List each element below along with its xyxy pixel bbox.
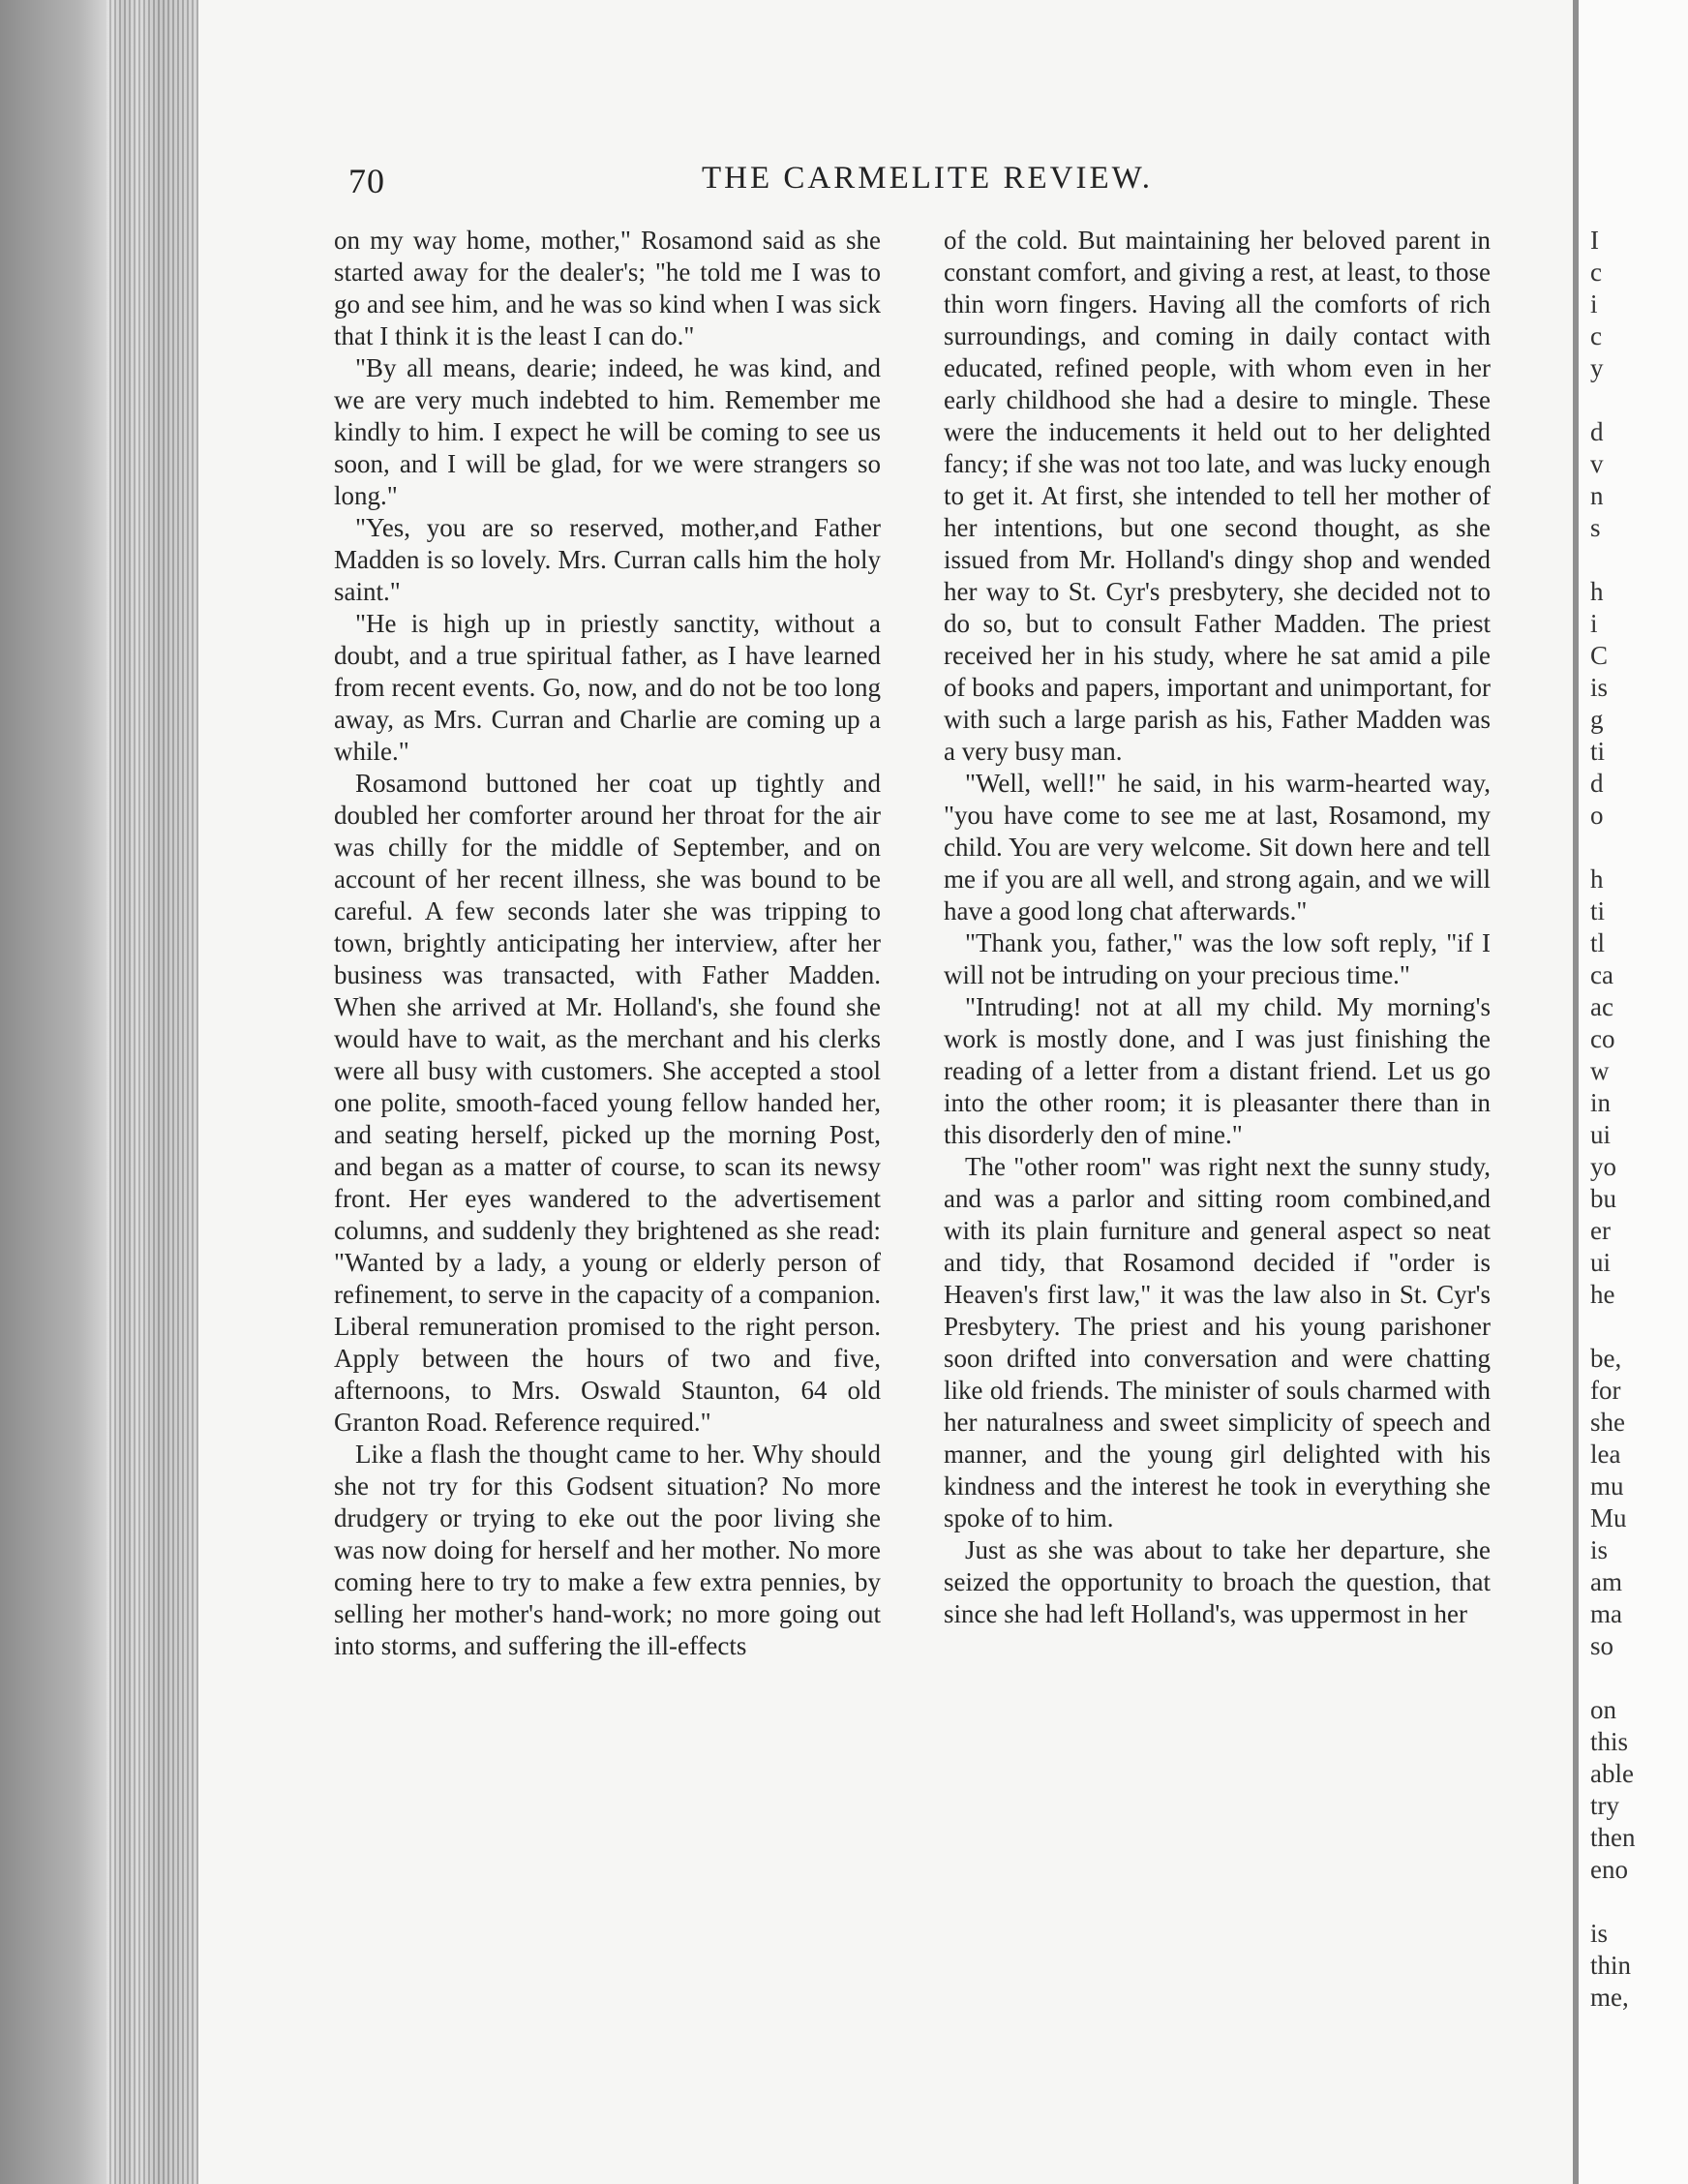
- text-fragment: I: [1590, 226, 1599, 255]
- text-fragment: on: [1590, 1695, 1616, 1724]
- journal-title: THE CARMELITE REVIEW.: [702, 161, 1153, 196]
- right-text-column: [944, 225, 1491, 1630]
- text-fragment: ti: [1590, 896, 1606, 925]
- text-fragment: try: [1590, 1791, 1619, 1820]
- text-fragment: v: [1590, 449, 1604, 478]
- text-fragment: [1590, 384, 1687, 416]
- text-fragment: mu: [1590, 1471, 1624, 1501]
- text-fragment: be,: [1590, 1344, 1622, 1373]
- paragraph: Rosamond buttoned her coat up tightly and doubled her comforter around her throat for the air was chilly for the middle of September, and on account of her recent illness, she was bound to be careful. A few seconds later she was tripping to town, brightly anticipating her interview, after her business was transacted, with Father Madden. When she arrived at Mr. Holland's, she found she would have to wait, as the merchant and his clerks were all busy with customers. She accepted a stool one polite, smooth-faced young fellow handed her, and seating herself, picked up the morning Post, and began as a matter of course, to scan its newsy front. Her eyes wandered to the advertisement columns, and suddenly they brightened as she read: "Wanted by a lady, a young or elderly person of refinement, to serve in the capacity of a companion. Liberal remuneration promised to the right person. Apply between the hours of two and five, afternoons, to Mrs. Oswald Staunton, 64 old Granton Road. Reference required.": [334, 769, 881, 1437]
- paragraph: "Yes, you are so reserved, mother,and Father Madden is so lovely. Mrs. Curran calls him the holy saint.": [334, 513, 881, 606]
- text-fragment: s: [1590, 513, 1601, 542]
- text-fragment: this: [1590, 1727, 1629, 1756]
- text-fragment: [1590, 832, 1687, 864]
- text-fragment: she: [1590, 1408, 1625, 1437]
- text-fragment: eno: [1590, 1855, 1628, 1884]
- paragraph: of the cold. But maintaining her beloved parent in constant comfort, and giving a rest, at least, to those thin worn fingers. Having all the comforts of rich surroundings, and coming in daily contact with educated, refined people, with whom even in her early childhood she had a desire to mingle. These were the inducements it held out to her delighted fancy; if she was not too late, and was lucky enough to get it. At first, she intended to tell her mother of her intentions, but one second thought, as she issued from Mr. Holland's dingy shop and wended her way to St. Cyr's presbytery, she decided not to do so, but to consult Father Madden. The priest received her in his study, where he sat amid a pile of books and papers, important and unimportant, for with such a large parish as his, Father Madden was a very busy man.: [944, 226, 1491, 766]
- text-fragment: er: [1590, 1216, 1611, 1245]
- text-fragment: n: [1590, 481, 1604, 510]
- text-fragment: [1590, 1886, 1687, 1918]
- text-fragment: so: [1590, 1631, 1614, 1660]
- text-fragment: bu: [1590, 1184, 1616, 1213]
- paragraph: on my way home, mother," Rosamond said as she started away for the dealer's; "he told me I was to go and see him, and he was so kind when I was sick that I think it is the least I can do.": [334, 226, 881, 350]
- paragraph: "Thank you, father," was the low soft reply, "if I will not be intruding on your precious time.": [944, 928, 1491, 989]
- text-fragment: ui: [1590, 1120, 1612, 1149]
- text-fragment: y: [1590, 353, 1604, 382]
- text-fragment: [1590, 544, 1687, 576]
- text-fragment: me,: [1590, 1983, 1629, 2012]
- paragraph: "By all means, dearie; indeed, he was kind, and we are very much indebted to him. Remember me kindly to him. I expect he will be coming to see us soon, and I will be glad, for we were strangers so long.": [334, 353, 881, 510]
- text-fragment: [1590, 1662, 1687, 1694]
- text-fragment: i: [1590, 289, 1598, 318]
- text-fragment: is: [1590, 1535, 1609, 1564]
- text-fragment: ac: [1590, 992, 1613, 1021]
- left-text-column: [334, 225, 881, 1662]
- text-fragment: am: [1590, 1567, 1622, 1596]
- text-fragment: [1590, 1311, 1687, 1343]
- text-fragment: c: [1590, 258, 1602, 287]
- text-fragment: ui: [1590, 1248, 1612, 1277]
- text-fragment: h: [1590, 577, 1604, 606]
- paragraph: "He is high up in priestly sanctity, without a doubt, and a true spiritual father, as I have learned from recent events. Go, now, and do not be too long away, as Mrs. Curran and Charlie are coming up a while.": [334, 609, 881, 766]
- text-fragment: thin: [1590, 1951, 1632, 1980]
- paragraph: Just as she was about to take her departure, she seized the opportunity to broach the question, that since she had left Holland's, was uppermost in her: [944, 1535, 1491, 1628]
- paragraph: "Intruding! not at all my child. My morning's work is mostly done, and I was just finishing the reading of a letter from a distant friend. Let us go into the other room; it is pleasanter there than in this disorderly den of mine.": [944, 992, 1491, 1149]
- text-fragment: Mu: [1590, 1503, 1627, 1532]
- scanned-page: [198, 0, 1573, 2184]
- text-fragment: i: [1590, 609, 1598, 638]
- text-fragment: co: [1590, 1024, 1615, 1053]
- text-fragment: d: [1590, 417, 1604, 446]
- text-fragment: c: [1590, 321, 1602, 350]
- text-fragment: ma: [1590, 1599, 1622, 1628]
- running-head: [198, 153, 1573, 211]
- text-fragment: able: [1590, 1759, 1634, 1788]
- book-binding: [0, 0, 198, 2184]
- text-fragment: yo: [1590, 1152, 1616, 1181]
- text-fragment: ca: [1590, 960, 1613, 989]
- text-fragment: is: [1590, 673, 1609, 702]
- facing-page-fragments: [1590, 225, 1687, 2014]
- paragraph: Like a flash the thought came to her. Why should she not try for this Godsent situation? No more drudgery or trying to eke out the poor living she was now doing for herself and her mother. No more coming here to try to make a few extra pennies, by selling her mother's hand-work; no more going out into storms, and suffering the ill-effects: [334, 1440, 881, 1660]
- text-fragment: C: [1590, 641, 1609, 670]
- paragraph: The "other room" was right next the sunny study, and was a parlor and sitting room combined,and with its plain furniture and general aspect so neat and tidy, that Rosamond decided if "order is Heaven's first law," it was the law also in St. Cyr's Presbytery. The priest and his young parishoner soon drifted into conversation and were chatting like old friends. The minister of souls charmed with her naturalness and sweet simplicity of speech and manner, and the young girl delighted with his kindness and the interest he took in everything she spoke of to him.: [944, 1152, 1491, 1532]
- page-number: 70: [348, 162, 385, 200]
- text-fragment: ti: [1590, 737, 1606, 766]
- text-fragment: g: [1590, 705, 1604, 734]
- text-fragment: is: [1590, 1919, 1609, 1948]
- text-fragment: he: [1590, 1280, 1615, 1309]
- text-fragment: o: [1590, 801, 1604, 830]
- text-fragment: then: [1590, 1823, 1636, 1852]
- text-fragment: d: [1590, 769, 1604, 798]
- page-edges: [106, 0, 198, 2184]
- text-fragment: lea: [1590, 1440, 1621, 1469]
- text-fragment: h: [1590, 864, 1604, 894]
- text-fragment: tl: [1590, 928, 1606, 957]
- facing-page-edge: [1573, 0, 1688, 2184]
- text-fragment: in: [1590, 1088, 1612, 1117]
- text-fragment: for: [1590, 1376, 1621, 1405]
- paragraph: "Well, well!" he said, in his warm-hearted way, "you have come to see me at last, Rosamond, my child. You are very welcome. Sit down here and tell me if you are all well, and strong again, and we will have a good long chat afterwards.": [944, 769, 1491, 925]
- text-fragment: w: [1590, 1056, 1610, 1085]
